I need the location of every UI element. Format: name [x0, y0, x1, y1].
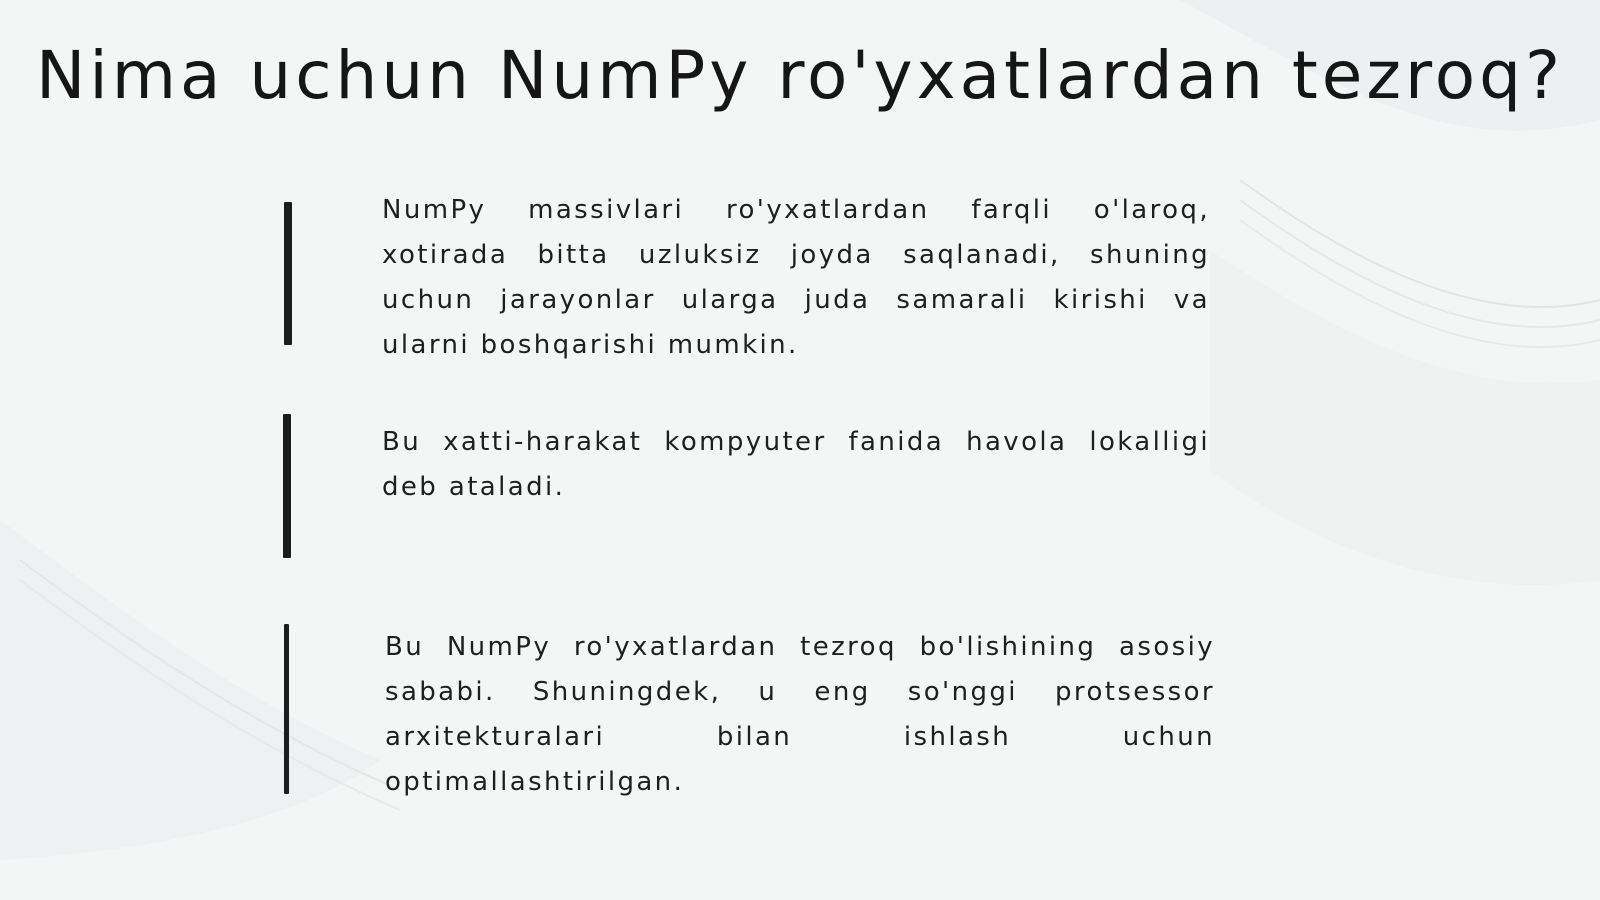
paragraph-3: Bu NumPy ro'yxatlardan tezroq bo'lishining asosiy sababi. Shuningdek, u eng so'nggi protsessor arxitekturalari bilan ishlash uchun optimallashtirilgan.	[385, 632, 1215, 797]
paragraph-1: NumPy massivlari ro'yxatlardan farqli o'laroq, xotirada bitta uzluksiz joyda saqlanadi, shuning uchun jarayonlar ularga juda samarali kirishi va ularni boshqarishi mumkin.	[382, 195, 1210, 360]
paragraph-2-accent-bar	[283, 414, 291, 558]
paragraph-1-accent-bar	[284, 202, 292, 345]
paragraph-3-accent-bar	[284, 624, 289, 794]
slide-title: Nima uchun NumPy ro'yxatlardan tezroq?	[35, 37, 1564, 114]
paragraph-2: Bu xatti-harakat kompyuter fanida havola lokalligi deb ataladi.	[382, 427, 1210, 502]
